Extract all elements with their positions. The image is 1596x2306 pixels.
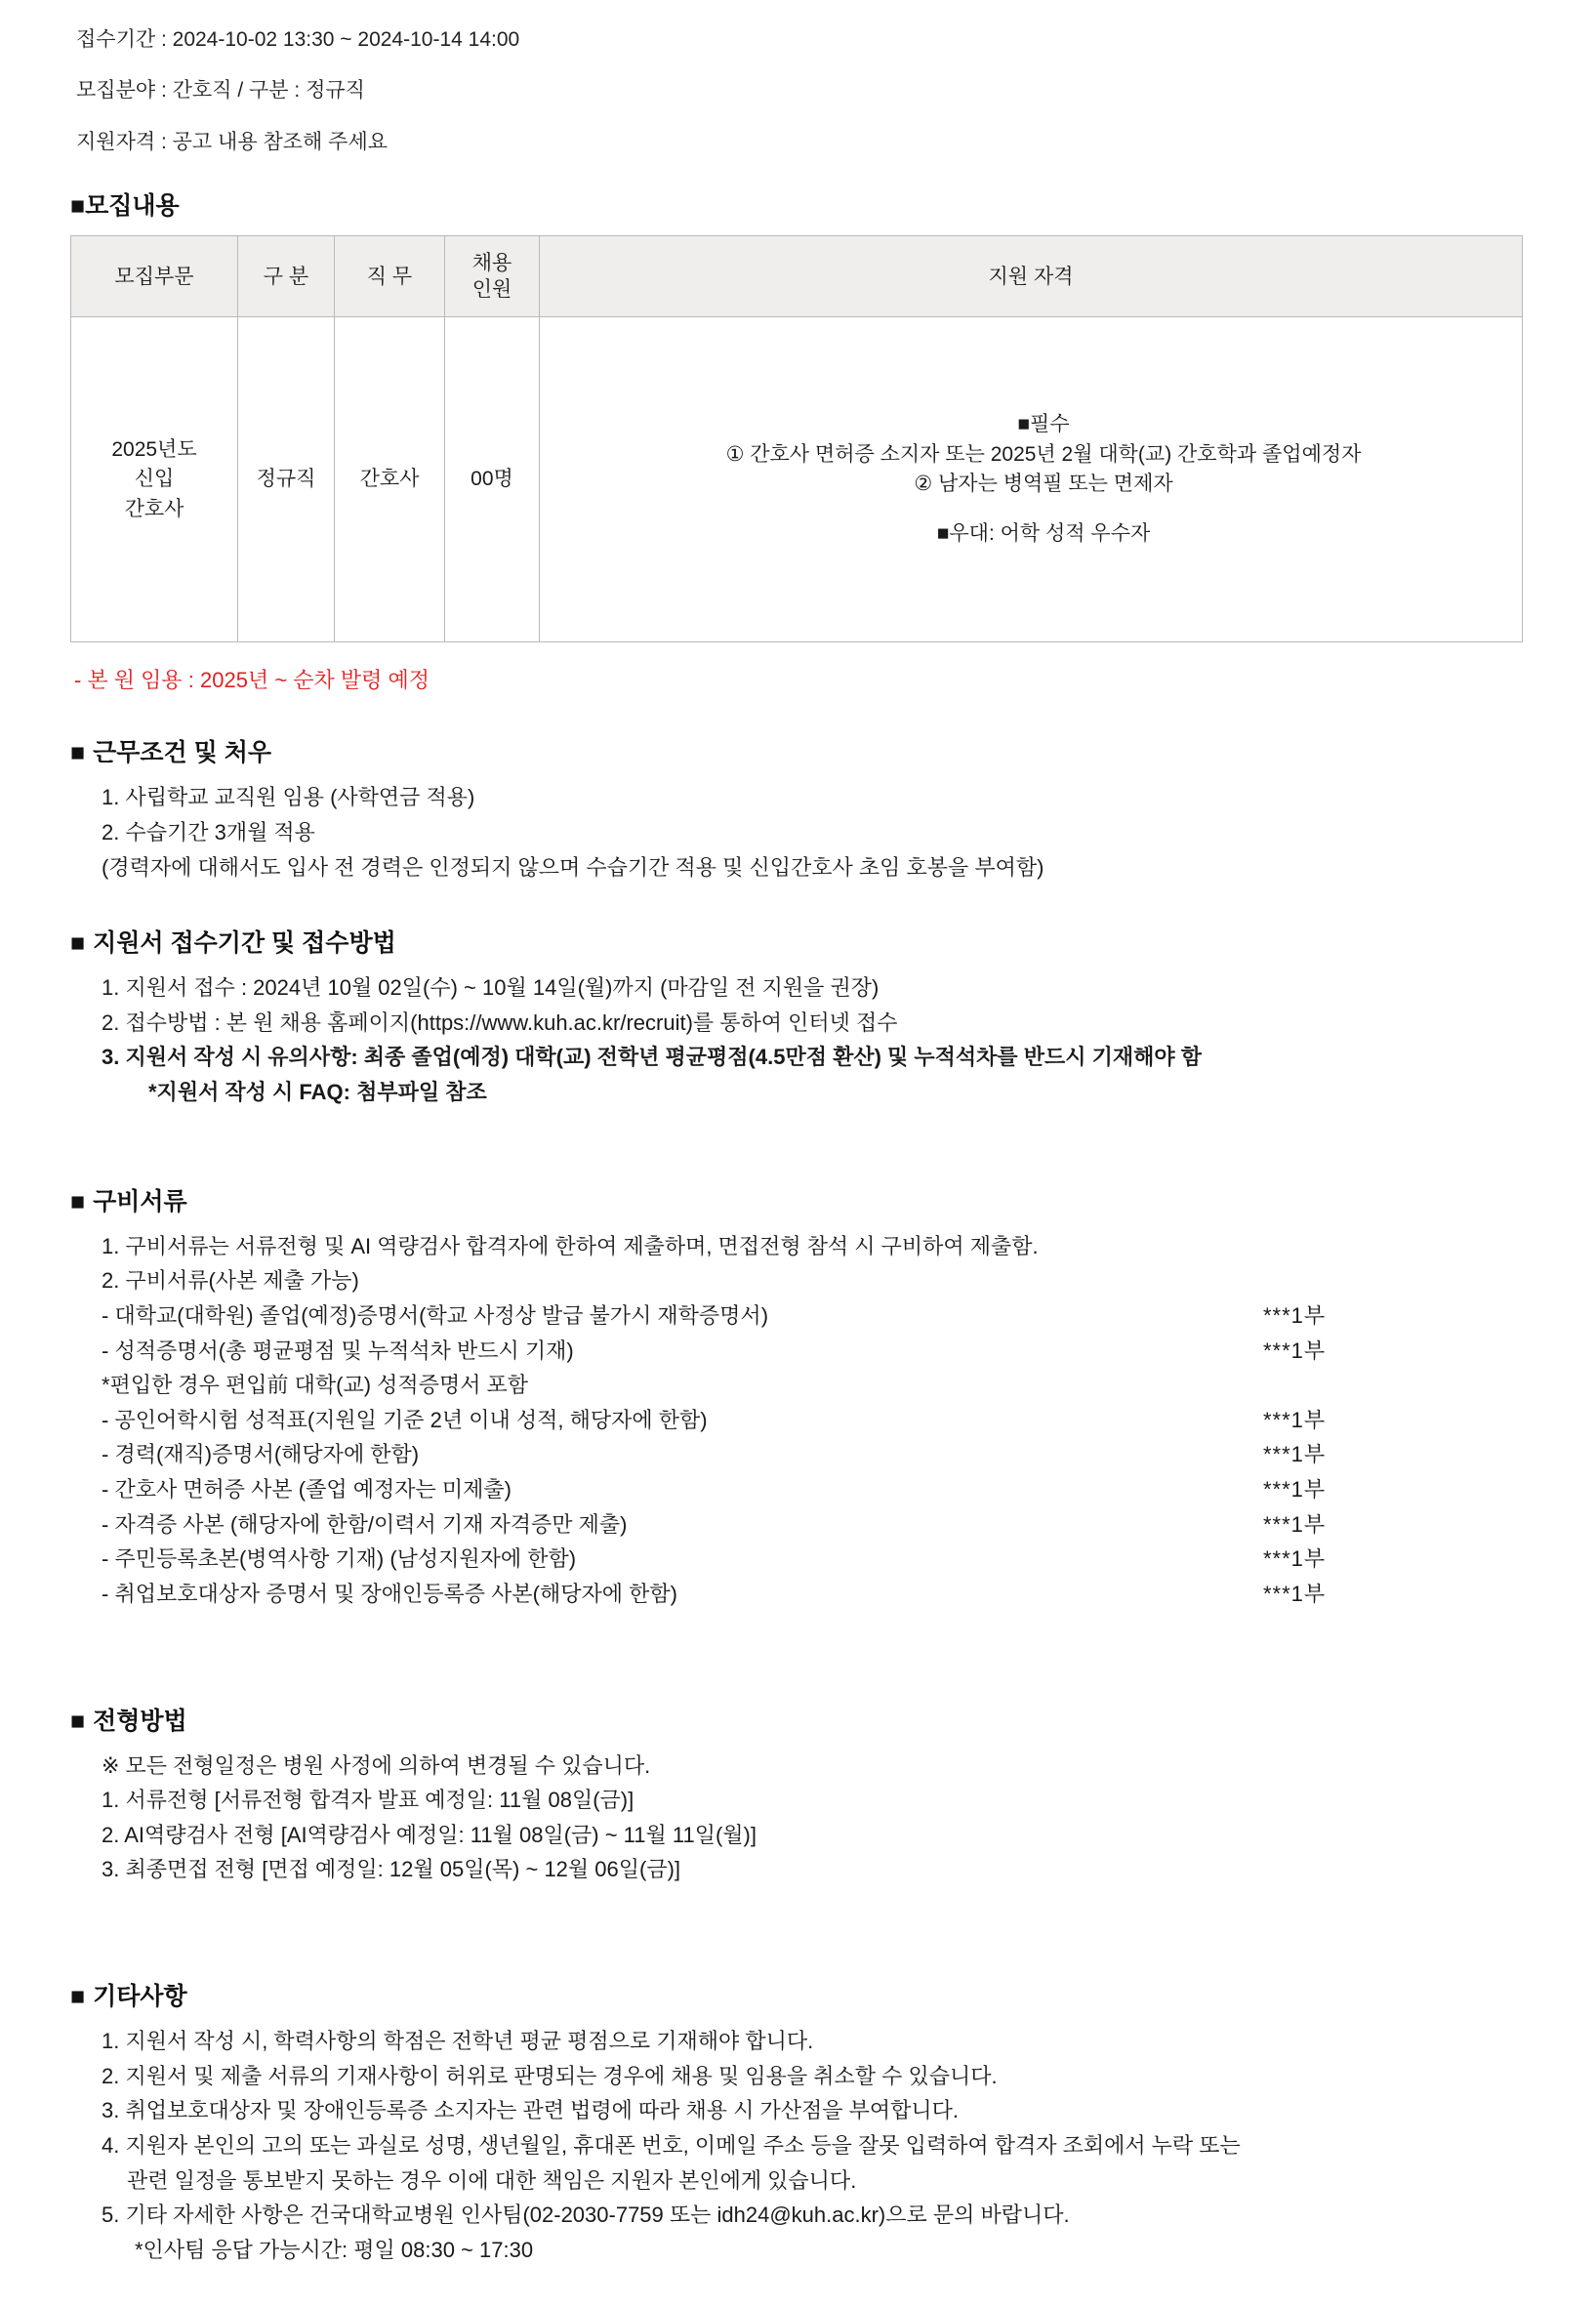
th-type: 구 분	[238, 236, 335, 317]
section-heading-etc-label: 기타사항	[93, 1983, 187, 2011]
section-heading-work-conditions-label: 근무조건 및 처우	[93, 739, 272, 767]
document-row	[102, 1577, 1518, 1612]
document-count: ***1부	[1263, 1302, 1327, 1328]
document-row	[102, 1403, 1518, 1438]
list-item	[102, 1437, 1518, 1472]
square-bullet-icon: ■	[70, 1187, 86, 1215]
recruit-part-line2: 신입	[134, 468, 175, 491]
section-heading-documents	[70, 1182, 1518, 1217]
document-count: ***1부	[1263, 1407, 1327, 1432]
section-heading-documents-label: 구비서류	[93, 1187, 187, 1215]
list-item: 3. 지원서 작성 시 유의사항: 최종 졸업(예정) 대학(교) 전학년 평균평점(4.5만점 환산) 및 누적석차를 반드시 기재해야 함	[102, 1045, 1202, 1070]
section-heading-work-conditions	[70, 733, 1518, 768]
recruit-field: 모집분야 : 간호직 / 구분 : 정규직	[76, 79, 365, 103]
qual-line-2: ② 남자는 병역필 또는 면제자	[914, 473, 1173, 496]
recruit-part-line1: 2025년도	[111, 437, 197, 461]
spacer	[68, 1887, 1518, 1938]
application-list	[68, 970, 1518, 1110]
list-item: 2. 수습기간 3개월 적용	[102, 819, 315, 844]
table-row	[71, 317, 1523, 642]
document-row	[102, 1368, 1518, 1403]
square-bullet-icon: ■	[70, 929, 86, 958]
list-item: 3. 최종면접 전형 [면접 예정일: 12월 05일(목) ~ 12월 06일(금)]	[102, 1857, 681, 1882]
list-item: 1. 지원서 작성 시, 학력사항의 학점은 전학년 평균 평점으로 기재해야 합니다.	[102, 2029, 814, 2054]
document-label: - 성적증명서(총 평균평점 및 누적석차 반드시 기재)	[102, 1338, 574, 1363]
document-count: ***1부	[1263, 1546, 1327, 1572]
list-item: 2. AI역량검사 전형 [AI역량검사 예정일: 11월 08일(금) ~ 11월 11일(월)]	[102, 1822, 757, 1847]
etc-item5-note: *인사팀 응답 가능시간: 평일 08:30 ~ 17:30	[135, 2237, 534, 2262]
document-count: ***1부	[1263, 1477, 1327, 1503]
list-item	[102, 2128, 1518, 2198]
list-item	[102, 1403, 1518, 1438]
document-row	[102, 1542, 1518, 1577]
square-bullet-icon: ■	[70, 1983, 86, 2011]
qual-line-3: ■우대: 어학 성적 우수자	[936, 521, 1151, 545]
square-bullet-icon: ■	[70, 1707, 86, 1735]
cell-type: 정규직	[238, 317, 335, 642]
th-qualification: 지원 자격	[540, 236, 1523, 317]
section-heading-etc	[70, 1977, 1518, 2012]
cell-recruit-part	[71, 317, 238, 642]
document-label: *편입한 경우 편입前 대학(교) 성적증명서 포함	[102, 1373, 529, 1398]
th-headcount-line1: 채용	[471, 252, 512, 275]
section-heading-application-label: 지원서 접수기간 및 접수방법	[93, 929, 396, 958]
etc-item4-line2: 관련 일정을 통보받지 못하는 경우 이에 대한 책임은 지원자 본인에게 있습니다.	[127, 2167, 857, 2193]
list-item	[102, 1472, 1518, 1507]
list-item: 1. 서류전형 [서류전형 합격자 발표 예정일: 11월 08일(금)]	[102, 1788, 634, 1813]
list-item	[102, 1542, 1518, 1577]
spacer	[68, 1612, 1518, 1663]
document-row	[102, 1472, 1518, 1507]
th-recruit-part: 모집부문	[71, 236, 238, 317]
receipt-period: 접수기간 : 2024-10-02 13:30 ~ 2024-10-14 14:00	[76, 28, 520, 51]
list-item	[102, 1334, 1518, 1369]
square-bullet-icon: ■	[70, 739, 86, 767]
th-headcount-line2: 인원	[471, 278, 512, 302]
list-item: ※ 모든 전형일정은 병원 사정에 의하여 변경될 수 있습니다.	[102, 1752, 651, 1778]
document-count: ***1부	[1263, 1581, 1327, 1606]
cell-headcount: 00명	[445, 317, 540, 642]
section-heading-selection-label: 전형방법	[93, 1707, 187, 1735]
list-item: 2. 접수방법 : 본 원 채용 홈페이지(https://www.kuh.ac.kr/recruit)를 통하여 인터넷 접수	[102, 1009, 898, 1035]
documents-list	[68, 1298, 1518, 1612]
document-label: - 대학교(대학원) 졸업(예정)증명서(학교 사정상 발급 불가시 재학증명서)	[102, 1302, 769, 1328]
section-heading-application	[70, 924, 1518, 959]
work-conditions-list	[68, 780, 1518, 885]
apply-qualification: 지원자격 : 공고 내용 참조해 주세요	[76, 130, 389, 153]
document-label: - 경력(재직)증명서(해당자에 한함)	[102, 1442, 420, 1467]
th-headcount	[445, 236, 540, 317]
section-heading-recruit: ■모집내용	[70, 192, 180, 221]
etc-item4-line1: 4. 지원자 본인의 고의 또는 과실로 성명, 생년월일, 휴대폰 번호, 이메일 주소 등을 잘못 입력하여 합격자 조회에서 누락 또는	[102, 2132, 1241, 2158]
qual-line-1: ① 간호사 면허증 소지자 또는 2025년 2월 대학(교) 간호학과 졸업예정자	[725, 442, 1362, 466]
list-item	[102, 1298, 1518, 1334]
selection-list	[68, 1749, 1518, 1888]
section-heading-selection	[70, 1702, 1518, 1737]
list-item	[102, 1507, 1518, 1543]
document-row	[102, 1507, 1518, 1543]
list-item: 2. 구비서류(사본 제출 가능)	[102, 1268, 359, 1294]
th-job: 직 무	[335, 236, 445, 317]
cell-job: 간호사	[335, 317, 445, 642]
document-row	[102, 1298, 1518, 1334]
qual-line-0: ■필수	[1017, 413, 1070, 436]
table-header-row	[71, 236, 1523, 317]
document-label: - 주민등록초본(병역사항 기재) (남성지원자에 한함)	[102, 1546, 577, 1572]
list-item	[102, 1368, 1518, 1403]
list-item	[102, 1577, 1518, 1612]
list-item: (경력자에 대해서도 입사 전 경력은 인정되지 않으며 수습기간 적용 및 신입간호사 초임 호봉을 부여함)	[102, 854, 1044, 880]
document-count: ***1부	[1263, 1442, 1327, 1467]
recruit-part-line3: 간호사	[124, 497, 184, 520]
etc-list	[68, 2024, 1518, 2267]
document-label: - 자격증 사본 (해당자에 한함/이력서 기재 자격증만 제출)	[102, 1511, 628, 1537]
document-count: ***1부	[1263, 1511, 1327, 1537]
documents-intro-list	[68, 1229, 1518, 1298]
document-count: ***1부	[1263, 1338, 1327, 1363]
recruit-table	[70, 235, 1523, 642]
cell-qualification	[540, 317, 1523, 642]
list-item: 3. 취업보호대상자 및 장애인등록증 소지자는 관련 법령에 따라 채용 시 가산점을 부여합니다.	[102, 2098, 960, 2123]
document-label: - 간호사 면허증 사본 (졸업 예정자는 미제출)	[102, 1477, 512, 1503]
list-item: 2. 지원서 및 제출 서류의 기재사항이 허위로 판명되는 경우에 채용 및 임용을 취소할 수 있습니다.	[102, 2063, 998, 2088]
spacer	[68, 1110, 1518, 1143]
list-item: 1. 사립학교 교직원 임용 (사학연금 적용)	[102, 785, 475, 810]
qual-gap	[565, 500, 1522, 519]
list-item: 1. 지원서 접수 : 2024년 10월 02일(수) ~ 10월 14일(월)까지 (마감일 전 지원을 권장)	[102, 975, 880, 1001]
document-row	[102, 1437, 1518, 1472]
appointment-note: - 본 원 임용 : 2025년 ~ 순차 발령 예정	[74, 668, 430, 693]
list-item-note: *지원서 작성 시 FAQ: 첨부파일 참조	[148, 1080, 487, 1105]
list-item: 1. 구비서류는 서류전형 및 AI 역량검사 합격자에 한하여 제출하며, 면접전형 참석 시 구비하여 제출함.	[102, 1233, 1039, 1258]
document-row	[102, 1334, 1518, 1369]
document-label: - 취업보호대상자 증명서 및 장애인등록증 사본(해당자에 한함)	[102, 1581, 677, 1606]
document-label: - 공인어학시험 성적표(지원일 기준 2년 이내 성적, 해당자에 한함)	[102, 1407, 708, 1432]
list-item: 5. 기타 자세한 사항은 건국대학교병원 인사팀(02-2030-7759 또는 idh24@kuh.ac.kr)으로 문의 바랍니다.	[102, 2203, 1070, 2228]
